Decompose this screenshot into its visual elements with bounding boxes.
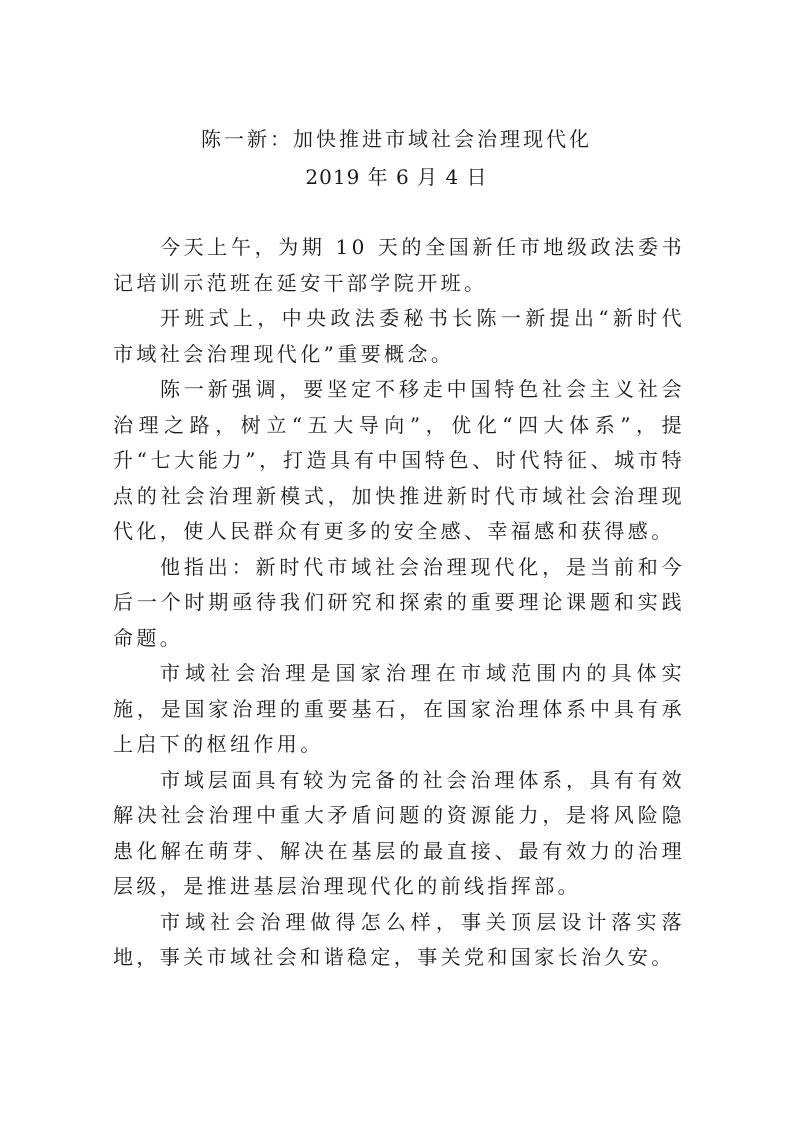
document-title: 陈一新：加快推进市域社会治理现代化	[201, 127, 592, 151]
paragraph-4: 他指出：新时代市域社会治理现代化，是当前和今后一个时期亟待我们研究和探索的重要理论课题和实践命题。	[113, 554, 685, 650]
paragraph-3: 陈一新强调，要坚定不移走中国特色社会主义社会治理之路，树立“五大导向”，优化“四大体系”，提升“七大能力”，打造具有中国特色、时代特征、城市特点的社会治理新模式，加快推进新时代市域社会治理现代化，使人民群众有更多的安全感、幸福感和获得感。	[113, 377, 685, 543]
paragraph-2: 开班式上，中央政法委秘书长陈一新提出“新时代市域社会治理现代化”重要概念。	[113, 306, 685, 366]
paragraph-6: 市域层面具有较为完备的社会治理体系，具有有效解决社会治理中重大矛盾问题的资源能力，是将风险隐患化解在萌芽、解决在基层的最直接、最有效力的治理层级，是推进基层治理现代化的前线指挥部。	[113, 767, 685, 898]
paragraph-5: 市域社会治理是国家治理在市域范围内的具体实施，是国家治理的重要基石，在国家治理体系中具有承上启下的枢纽作用。	[113, 661, 685, 756]
document-date: 2019 年 6 月 4 日	[305, 165, 488, 189]
paragraph-7: 市域社会治理做得怎么样，事关顶层设计落实落地，事关市域社会和谐稳定，事关党和国家长治久安。	[113, 909, 685, 969]
document-body	[113, 230, 685, 976]
paragraph-1: 今天上午，为期 10 天的全国新任市地级政法委书记培训示范班在延安干部学院开班。	[113, 235, 685, 295]
